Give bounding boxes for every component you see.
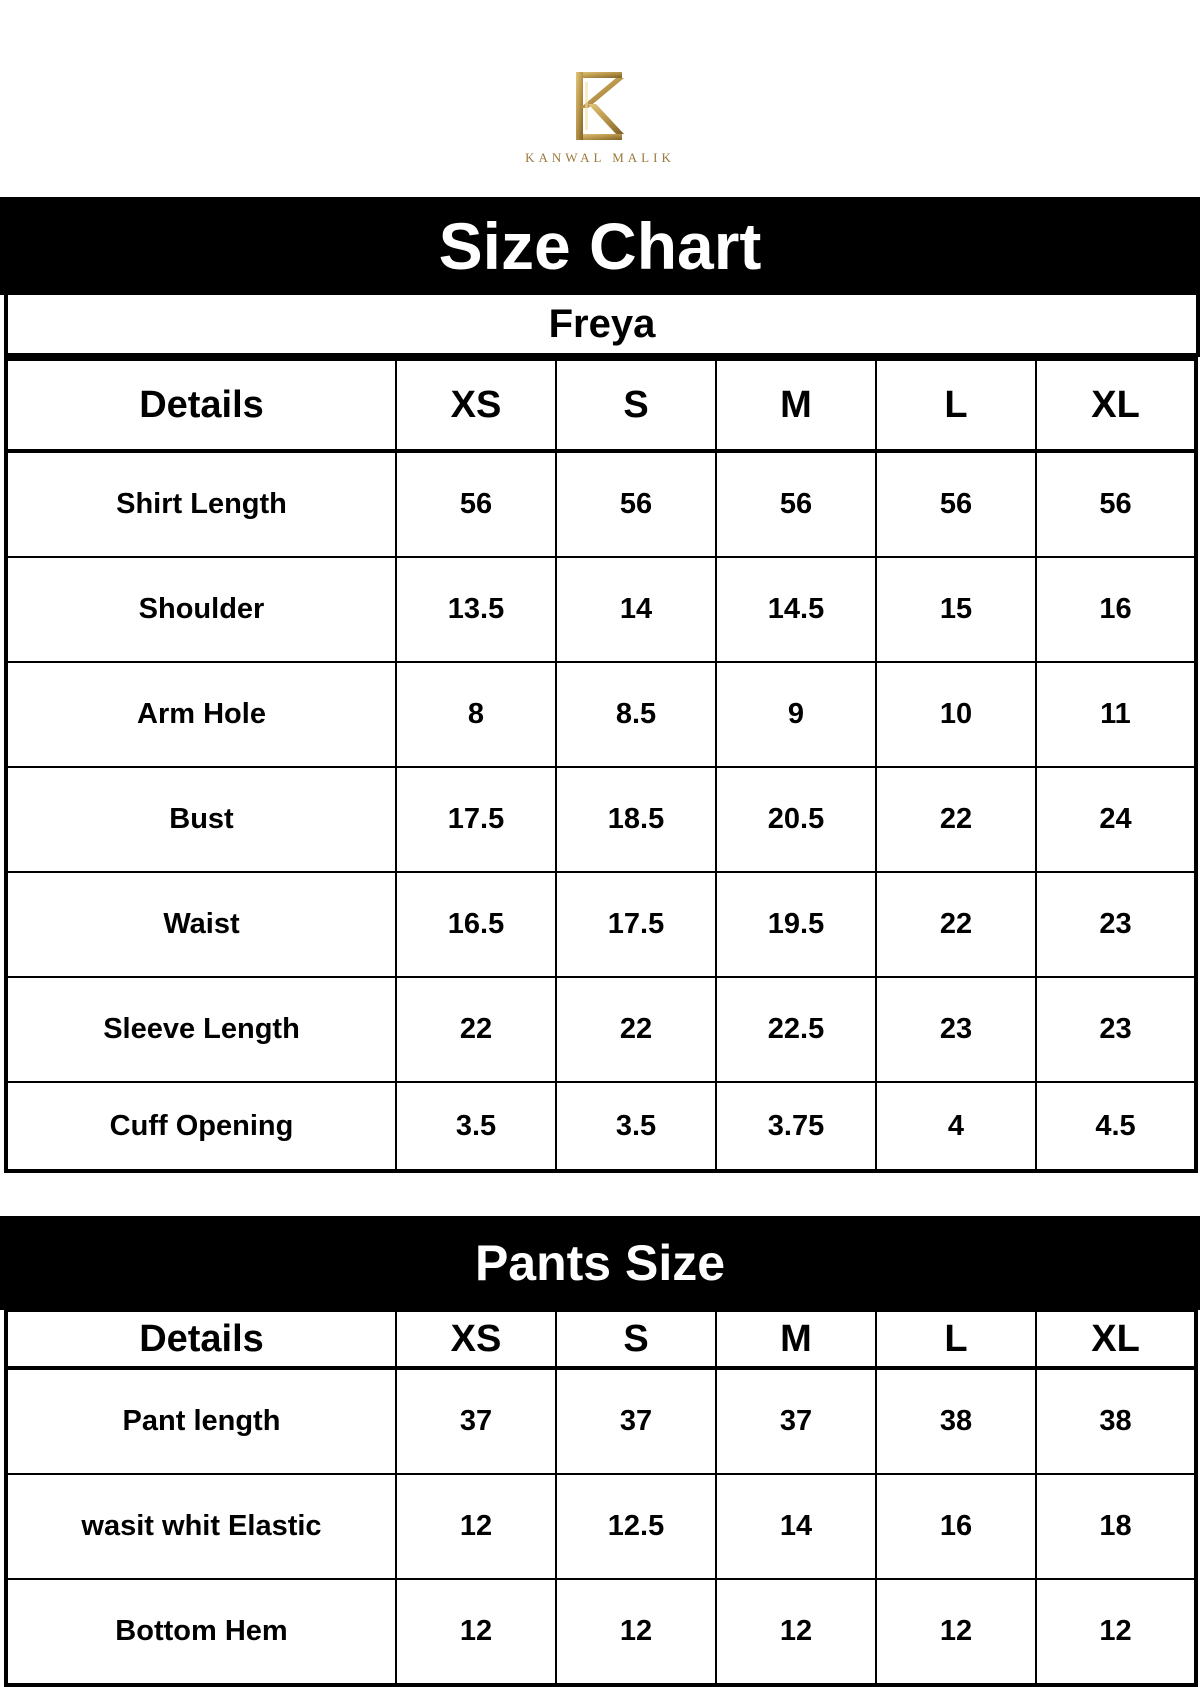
measurement-value: 37 [716,1368,876,1474]
measurement-value: 19.5 [716,872,876,977]
measurement-value: 38 [876,1368,1036,1474]
measurement-value: 12 [396,1474,556,1579]
measurement-label: Arm Hole [6,662,396,767]
measurement-value: 3.75 [716,1082,876,1171]
measurement-value: 22 [556,977,716,1082]
measurement-value: 56 [876,451,1036,557]
measurement-label: wasit whit Elastic [6,1474,396,1579]
table-row [6,977,1196,1082]
measurement-label: Shoulder [6,557,396,662]
measurement-value: 12 [876,1579,1036,1685]
measurement-value: 20.5 [716,767,876,872]
pants-column-header: M [716,1311,876,1368]
measurement-value: 16 [876,1474,1036,1579]
measurement-label: Pant length [6,1368,396,1474]
pants-size-title: Pants Size [0,1216,1200,1310]
measurement-value: 22 [876,872,1036,977]
size-chart-title: Size Chart [0,197,1200,295]
pants-column-header: L [876,1311,1036,1368]
measurement-value: 14.5 [716,557,876,662]
measurement-value: 56 [556,451,716,557]
measurement-value: 23 [876,977,1036,1082]
table-row [6,1474,1196,1579]
measurement-value: 38 [1036,1368,1196,1474]
measurement-value: 23 [1036,977,1196,1082]
measurement-value: 22 [396,977,556,1082]
shirt-column-header: L [876,359,1036,451]
measurement-value: 12 [556,1579,716,1685]
measurement-value: 3.5 [556,1082,716,1171]
measurement-value: 12.5 [556,1474,716,1579]
pants-column-header: S [556,1311,716,1368]
measurement-value: 17.5 [396,767,556,872]
pants-column-header: XS [396,1311,556,1368]
brand-logo [520,68,680,172]
measurement-value: 15 [876,557,1036,662]
measurement-value: 10 [876,662,1036,767]
brand-name: KANWAL MALIK [525,150,675,165]
measurement-value: 12 [1036,1579,1196,1685]
measurement-value: 16.5 [396,872,556,977]
measurement-value: 4 [876,1082,1036,1171]
measurement-label: Sleeve Length [6,977,396,1082]
measurement-value: 16 [1036,557,1196,662]
shirt-column-header: XL [1036,359,1196,451]
shirt-column-header: XS [396,359,556,451]
measurement-value: 56 [396,451,556,557]
table-row [6,1579,1196,1685]
table-row [6,1368,1196,1474]
measurement-label: Waist [6,872,396,977]
shirt-size-table [4,357,1198,1173]
measurement-value: 8.5 [556,662,716,767]
measurement-label: Bust [6,767,396,872]
pants-column-header: XL [1036,1311,1196,1368]
table-row [6,451,1196,557]
measurement-value: 23 [1036,872,1196,977]
measurement-value: 13.5 [396,557,556,662]
measurement-value: 56 [716,451,876,557]
measurement-value: 8 [396,662,556,767]
table-row [6,872,1196,977]
measurement-value: 9 [716,662,876,767]
pants-column-header: Details [6,1311,396,1368]
measurement-label: Bottom Hem [6,1579,396,1685]
measurement-value: 22 [876,767,1036,872]
measurement-value: 18.5 [556,767,716,872]
measurement-label: Shirt Length [6,451,396,557]
measurement-value: 11 [1036,662,1196,767]
measurement-value: 4.5 [1036,1082,1196,1171]
measurement-value: 22.5 [716,977,876,1082]
measurement-value: 12 [396,1579,556,1685]
table-row [6,662,1196,767]
shirt-column-header: M [716,359,876,451]
table-row [6,557,1196,662]
shirt-column-header: Details [6,359,396,451]
measurement-value: 37 [396,1368,556,1474]
measurement-value: 14 [556,557,716,662]
shirt-header-row [6,359,1196,451]
shirt-column-header: S [556,359,716,451]
measurement-value: 12 [716,1579,876,1685]
measurement-value: 3.5 [396,1082,556,1171]
measurement-value: 37 [556,1368,716,1474]
table-row [6,1082,1196,1171]
pants-header-row [6,1311,1196,1368]
measurement-value: 17.5 [556,872,716,977]
measurement-value: 18 [1036,1474,1196,1579]
km-monogram-logo-icon [570,68,630,144]
table-row [6,767,1196,872]
measurement-label: Cuff Opening [6,1082,396,1171]
product-name: Freya [4,295,1200,357]
measurement-value: 24 [1036,767,1196,872]
measurement-value: 56 [1036,451,1196,557]
pants-size-table [4,1310,1198,1687]
measurement-value: 14 [716,1474,876,1579]
